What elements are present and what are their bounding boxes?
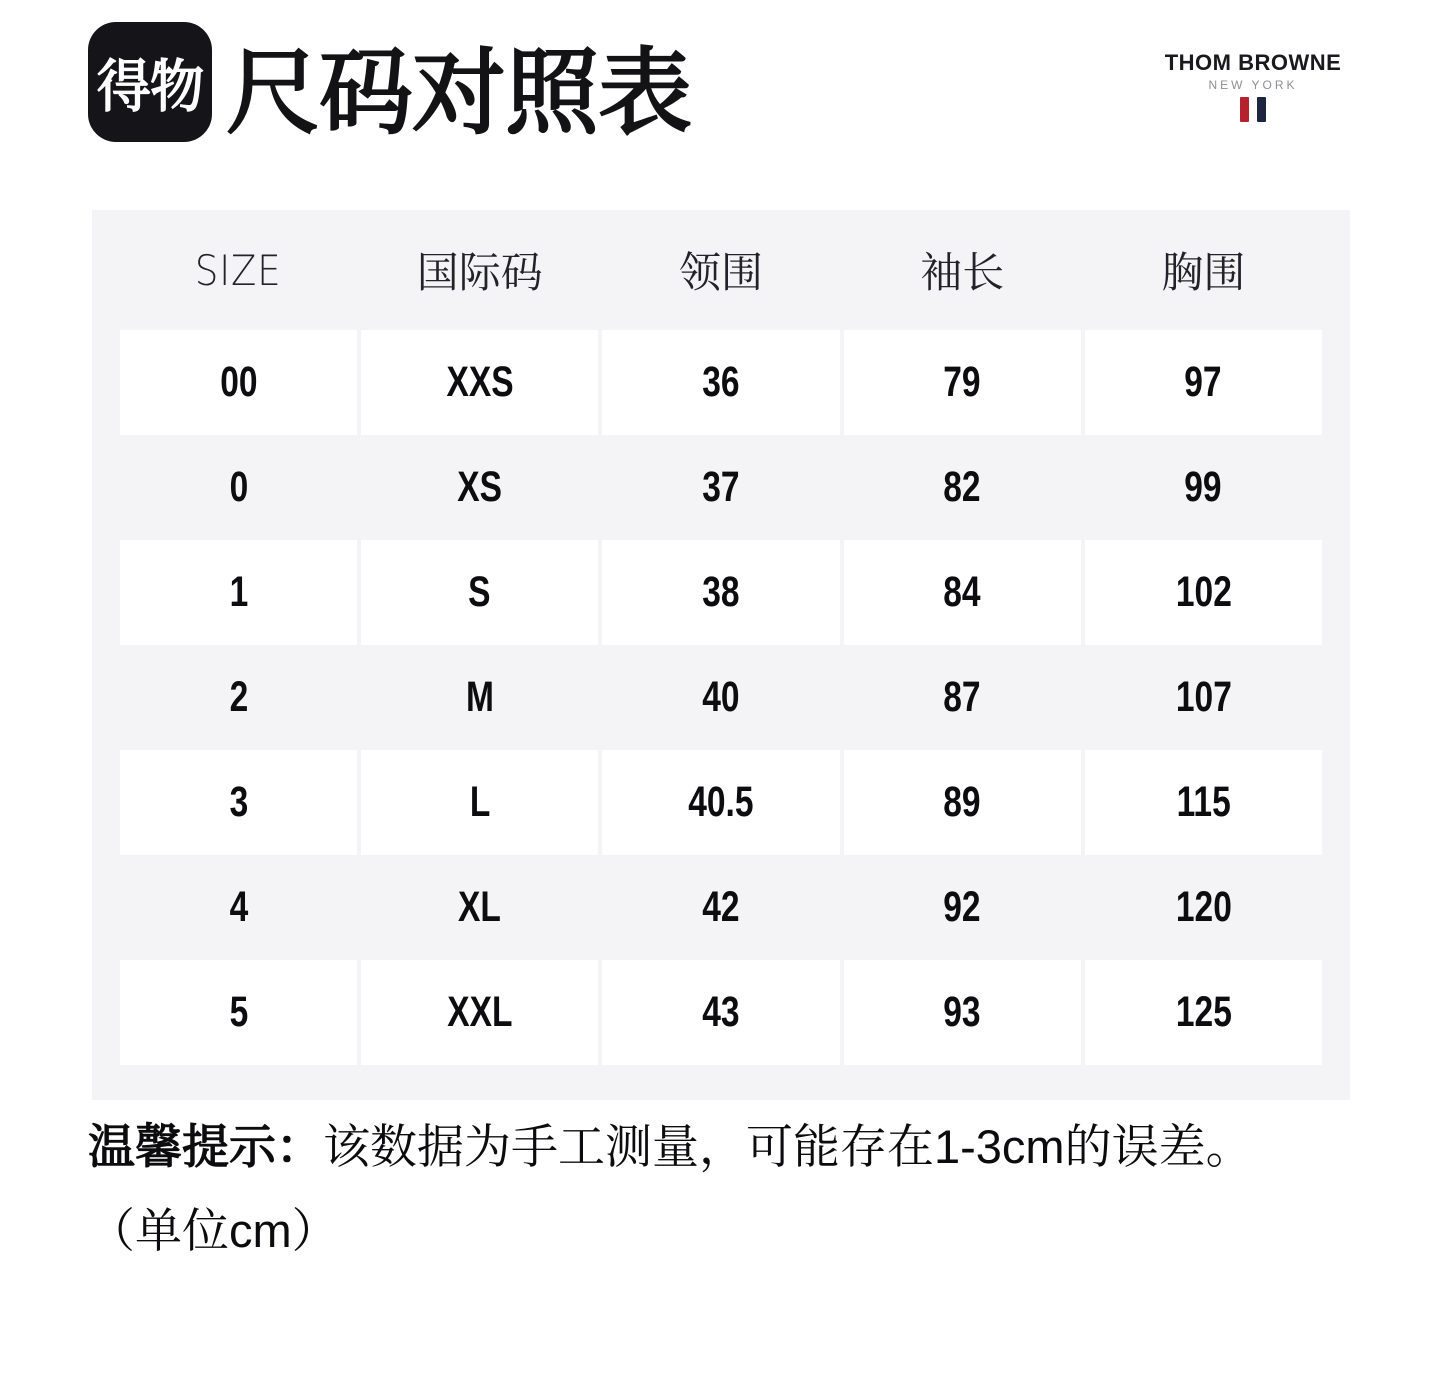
table-row-2	[120, 540, 1322, 645]
table-cell-value: XL	[458, 883, 502, 931]
table-cell	[844, 330, 1081, 435]
dewu-logo-text: 得物	[96, 55, 204, 119]
table-cell-value: 5	[229, 988, 248, 1036]
size-table	[92, 210, 1350, 1100]
table-cell	[361, 750, 598, 855]
table-cell-value: 3	[229, 778, 248, 826]
table-cell	[361, 960, 598, 1065]
table-cell-value: 89	[943, 778, 981, 826]
table-cell	[1085, 750, 1322, 855]
table-row-4	[120, 750, 1322, 855]
table-cell-value: 115	[1176, 778, 1231, 826]
table-cell-value: 82	[943, 463, 981, 511]
table-cell	[844, 960, 1081, 1065]
table-cell	[1085, 645, 1322, 750]
column-header-label: 胸围	[1161, 248, 1246, 297]
footnote-line	[88, 1112, 1388, 1182]
table-cell	[844, 645, 1081, 750]
table-cell-value: 93	[943, 988, 981, 1036]
table-cell-value: 92	[943, 883, 981, 931]
footnote-unit: （单位cm）	[88, 1204, 339, 1257]
table-cell	[120, 540, 357, 645]
table-cell-value: 1	[229, 568, 248, 616]
table-cell	[1085, 330, 1322, 435]
table-cell-value: 125	[1175, 988, 1232, 1036]
table-cell	[844, 540, 1081, 645]
table-cell	[602, 645, 839, 750]
column-header-label: SIZE	[195, 245, 282, 295]
table-cell	[602, 540, 839, 645]
table-row-1	[120, 435, 1322, 540]
table-cell-value: 0	[229, 463, 248, 511]
table-cell	[120, 960, 357, 1065]
table-row-0	[120, 330, 1322, 435]
column-header-label: 国际码	[416, 248, 543, 297]
footnote	[88, 1112, 1388, 1266]
table-cell-value: 79	[943, 358, 981, 406]
table-cell-value: L	[469, 778, 491, 826]
table-cell-value: 00	[219, 358, 258, 406]
table-cell	[1085, 540, 1322, 645]
table-row-3	[120, 645, 1322, 750]
table-cell-value: 2	[229, 673, 248, 721]
footnote-text: 该数据为手工测量，可能存在1-3cm的误差。	[323, 1120, 1253, 1173]
table-cell	[120, 435, 357, 540]
table-cell	[602, 330, 839, 435]
table-cell-value: 120	[1175, 883, 1232, 931]
table-cell	[361, 435, 598, 540]
table-cell	[602, 750, 839, 855]
table-cell-value: 4	[229, 883, 248, 931]
brand-name: THOM BROWNE	[1164, 50, 1342, 75]
table-cell-value: M	[465, 673, 494, 721]
table-cell	[361, 540, 598, 645]
column-header-2	[602, 210, 839, 330]
brand-city: NEW YORK	[1208, 78, 1298, 92]
column-header-3	[844, 210, 1081, 330]
footnote-label: 温馨提示：	[88, 1120, 323, 1173]
table-cell-value: S	[468, 568, 491, 616]
navy-bar-icon	[1257, 97, 1266, 122]
table-cell-value: 38	[702, 568, 740, 616]
table-cell-value: XXL	[447, 988, 513, 1036]
dewu-logo-badge	[88, 22, 212, 142]
table-cell	[120, 330, 357, 435]
table-cell-value: 43	[702, 988, 740, 1036]
size-table-header-row	[120, 210, 1322, 330]
table-cell	[602, 960, 839, 1065]
column-header-0	[120, 210, 357, 330]
table-cell-value: 40.5	[688, 778, 754, 826]
table-cell	[120, 750, 357, 855]
table-row-5	[120, 855, 1322, 960]
table-cell-value: 42	[702, 883, 740, 931]
table-cell-value: 87	[943, 673, 981, 721]
table-cell	[361, 855, 598, 960]
table-cell-value: 102	[1175, 568, 1232, 616]
table-row-6	[120, 960, 1322, 1065]
table-cell	[361, 645, 598, 750]
table-cell	[361, 330, 598, 435]
table-cell-value: 97	[1184, 358, 1223, 406]
table-cell	[844, 750, 1081, 855]
table-cell-value: 40	[702, 673, 740, 721]
table-cell	[602, 435, 839, 540]
page-title: 尺码对照表	[226, 40, 692, 145]
table-cell	[1085, 960, 1322, 1065]
table-cell-value: 107	[1175, 673, 1232, 721]
table-cell-value: XS	[457, 463, 503, 511]
table-cell	[1085, 435, 1322, 540]
table-cell	[120, 855, 357, 960]
table-cell	[844, 435, 1081, 540]
column-header-4	[1085, 210, 1322, 330]
table-cell-value: XXS	[446, 358, 514, 406]
thom-browne-logo	[1133, 50, 1373, 122]
red-bar-icon	[1240, 97, 1249, 122]
table-cell-value: 99	[1184, 463, 1223, 511]
table-cell	[120, 645, 357, 750]
table-cell-value: 37	[702, 463, 740, 511]
table-cell-value: 84	[943, 568, 981, 616]
column-header-1	[361, 210, 598, 330]
column-header-label: 袖长	[920, 248, 1005, 297]
table-cell	[1085, 855, 1322, 960]
table-cell-value: 36	[702, 358, 740, 406]
table-cell	[844, 855, 1081, 960]
table-cell	[602, 855, 839, 960]
thom-browne-bars-icon	[1133, 97, 1373, 122]
column-header-label: 领围	[678, 248, 763, 297]
size-table-body	[120, 330, 1322, 1065]
